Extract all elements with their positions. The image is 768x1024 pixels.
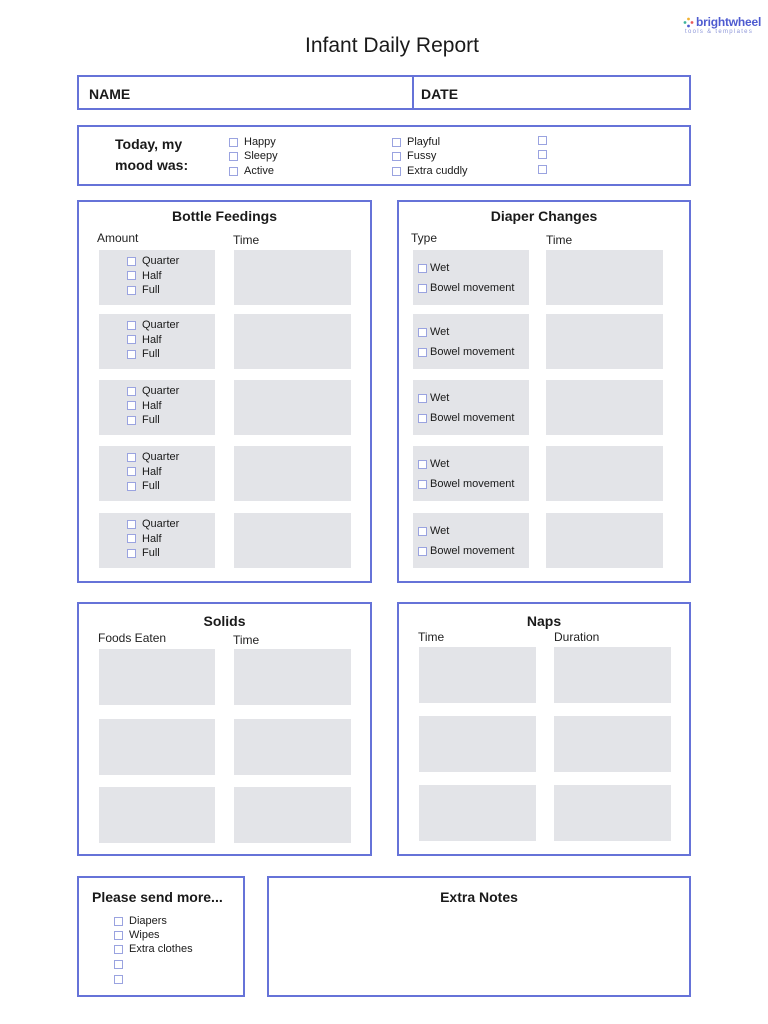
mood-option-active[interactable] <box>229 165 274 177</box>
send-more-item-extra-clothes[interactable] <box>114 943 193 955</box>
brand-name: brightwheel <box>696 15 762 29</box>
amount-option-label: Full <box>142 414 160 426</box>
checkbox[interactable] <box>418 414 427 423</box>
mood-option-label: Fussy <box>407 150 437 162</box>
checkbox[interactable] <box>392 152 401 161</box>
mood-option-sleepy[interactable] <box>229 150 278 162</box>
amount-option-label: Quarter <box>142 319 180 331</box>
nap-time-field[interactable] <box>419 716 536 772</box>
time-column-header: Time <box>233 233 260 247</box>
mood-option-label: Sleepy <box>244 150 278 162</box>
naps-panel <box>397 602 691 856</box>
time-field[interactable] <box>234 719 351 775</box>
diaper-option-label: Bowel movement <box>430 412 515 424</box>
checkbox[interactable] <box>114 945 123 954</box>
page-title: Infant Daily Report <box>305 34 479 57</box>
checkbox[interactable] <box>418 547 427 556</box>
brightwheel-logo <box>683 15 761 35</box>
diaper-option-label: Bowel movement <box>430 346 515 358</box>
nap-time-field[interactable] <box>419 647 536 703</box>
checkbox[interactable] <box>418 480 427 489</box>
time-column-header: Time <box>546 233 573 247</box>
time-column-header: Time <box>418 630 445 644</box>
diaper-type-cell <box>413 446 529 501</box>
amount-option[interactable] <box>127 533 162 545</box>
diaper-option-bowel-movement[interactable] <box>418 346 514 358</box>
amount-cell <box>99 446 215 501</box>
checkbox[interactable] <box>127 321 136 330</box>
amount-option[interactable] <box>127 255 179 267</box>
send-more-item-diapers[interactable] <box>114 915 167 927</box>
name-field[interactable] <box>79 77 414 108</box>
checkbox[interactable] <box>418 328 427 337</box>
checkbox[interactable] <box>418 264 427 273</box>
amount-option[interactable] <box>127 348 160 360</box>
checkbox[interactable] <box>114 975 123 984</box>
time-field[interactable] <box>234 787 351 843</box>
checkbox[interactable] <box>127 257 136 266</box>
checkbox[interactable] <box>538 136 547 145</box>
feeding-time-field[interactable] <box>234 314 351 369</box>
diaper-option-label: Wet <box>430 392 450 404</box>
amount-option-label: Quarter <box>142 255 180 267</box>
send-more-title: Please send more... <box>92 889 223 905</box>
diaper-changes-panel <box>397 200 691 583</box>
amount-option[interactable] <box>127 480 160 492</box>
type-column-header: Type <box>411 231 438 245</box>
checkbox[interactable] <box>127 549 136 558</box>
checkbox[interactable] <box>114 960 123 969</box>
amount-option-label: Full <box>142 284 160 296</box>
checkbox[interactable] <box>127 286 136 295</box>
send-more-item-label: Diapers <box>129 915 167 927</box>
diaper-option-bowel-movement[interactable] <box>418 478 514 490</box>
diaper-option-label: Wet <box>430 458 450 470</box>
food-field[interactable] <box>99 649 215 705</box>
send-more-item-blank-2[interactable] <box>114 975 129 984</box>
time-column-header: Time <box>233 633 260 647</box>
checkbox[interactable] <box>418 460 427 469</box>
amount-option[interactable] <box>127 319 179 331</box>
diaper-option-label: Bowel movement <box>430 545 515 557</box>
amount-option-label: Half <box>142 269 162 282</box>
checkbox[interactable] <box>127 271 136 280</box>
diaper-option-wet[interactable] <box>418 326 449 338</box>
solids-title: Solids <box>203 613 246 629</box>
diaper-type-cell <box>413 513 529 568</box>
brightwheel-flower-icon <box>683 17 694 28</box>
amount-option[interactable] <box>127 385 179 397</box>
solids-panel <box>77 602 372 856</box>
diaper-option-wet[interactable] <box>418 392 449 404</box>
mood-option-happy[interactable] <box>229 136 276 148</box>
amount-option[interactable] <box>127 466 162 478</box>
foods-eaten-column-header: Foods Eaten <box>98 631 167 645</box>
diaper-time-field[interactable] <box>546 446 663 501</box>
diaper-option-bowel-movement[interactable] <box>418 282 514 294</box>
checkbox[interactable] <box>127 520 136 529</box>
amount-option[interactable] <box>127 284 160 296</box>
amount-option-label: Half <box>142 399 162 412</box>
checkbox[interactable] <box>392 167 401 176</box>
amount-cell <box>99 513 215 568</box>
checkbox[interactable] <box>127 401 136 410</box>
name-label: NAME <box>89 86 131 102</box>
checkbox[interactable] <box>127 482 136 491</box>
diaper-time-field[interactable] <box>546 314 663 369</box>
bottle-feedings-title: Bottle Feedings <box>171 208 277 224</box>
amount-option-label: Quarter <box>142 385 180 397</box>
amount-option-label: Half <box>142 465 162 478</box>
amount-option[interactable] <box>127 270 162 282</box>
diaper-type-cell <box>413 314 529 369</box>
amount-option-label: Quarter <box>142 451 180 463</box>
diaper-option-wet[interactable] <box>418 525 449 537</box>
send-more-item-label: Extra clothes <box>129 943 193 955</box>
amount-option-label: Full <box>142 348 160 360</box>
diaper-option-label: Wet <box>430 525 450 537</box>
diaper-option-label: Wet <box>430 262 450 274</box>
amount-option[interactable] <box>127 547 160 559</box>
checkbox[interactable] <box>114 931 123 940</box>
mood-option-label: Happy <box>244 136 276 148</box>
checkbox[interactable] <box>418 394 427 403</box>
send-more-item-wipes[interactable] <box>114 929 160 941</box>
checkbox[interactable] <box>127 467 136 476</box>
checkbox[interactable] <box>418 348 427 357</box>
checkbox[interactable] <box>229 138 238 147</box>
diaper-type-cell <box>413 380 529 435</box>
name-date-panel <box>77 75 691 110</box>
extra-notes-title: Extra Notes <box>440 889 518 905</box>
brand-tagline: tools & templates <box>685 29 754 35</box>
mood-option-extra-cuddly[interactable] <box>392 165 468 177</box>
diaper-option-label: Bowel movement <box>430 282 515 294</box>
checkbox[interactable] <box>392 138 401 147</box>
mood-label-line1: Today, my <box>115 136 183 152</box>
amount-option-label: Half <box>142 333 162 346</box>
time-field[interactable] <box>234 649 351 705</box>
diaper-option-label: Wet <box>430 326 450 338</box>
checkbox[interactable] <box>229 152 238 161</box>
food-field[interactable] <box>99 719 215 775</box>
checkbox[interactable] <box>538 165 547 174</box>
mood-label-line2: mood was: <box>115 157 189 173</box>
amount-option-label: Full <box>142 480 160 492</box>
diaper-time-field[interactable] <box>546 380 663 435</box>
feeding-time-field[interactable] <box>234 380 351 435</box>
amount-option[interactable] <box>127 451 179 463</box>
diaper-option-bowel-movement[interactable] <box>418 412 514 424</box>
mood-panel <box>77 125 691 186</box>
mood-option-blank-3[interactable] <box>538 165 553 174</box>
diaper-option-wet[interactable] <box>418 262 449 274</box>
diaper-changes-title: Diaper Changes <box>490 208 598 224</box>
amount-option-label: Half <box>142 532 162 545</box>
checkbox[interactable] <box>127 387 136 396</box>
diaper-option-label: Bowel movement <box>430 478 515 490</box>
mood-option-playful[interactable] <box>392 136 440 148</box>
checkbox[interactable] <box>538 150 547 159</box>
diaper-option-wet[interactable] <box>418 458 449 470</box>
amount-option-label: Quarter <box>142 518 180 530</box>
send-more-item-label: Wipes <box>129 929 160 941</box>
amount-cell <box>99 250 215 305</box>
send-more-panel <box>77 876 245 997</box>
diaper-time-field[interactable] <box>546 513 663 568</box>
amount-column-header: Amount <box>97 231 139 245</box>
nap-duration-field[interactable] <box>554 785 671 841</box>
mood-option-blank-1[interactable] <box>538 136 553 145</box>
checkbox[interactable] <box>418 527 427 536</box>
naps-title: Naps <box>526 613 562 629</box>
amount-cell <box>99 380 215 435</box>
mood-option-blank-2[interactable] <box>538 150 553 159</box>
diaper-time-field[interactable] <box>546 250 663 305</box>
mood-option-label: Active <box>244 165 274 177</box>
checkbox[interactable] <box>127 416 136 425</box>
feeding-time-field[interactable] <box>234 446 351 501</box>
amount-cell <box>99 314 215 369</box>
amount-option[interactable] <box>127 414 160 426</box>
nap-time-field[interactable] <box>419 785 536 841</box>
date-field[interactable] <box>414 77 689 108</box>
checkbox[interactable] <box>418 284 427 293</box>
date-label: DATE <box>421 86 459 102</box>
checkbox[interactable] <box>127 350 136 359</box>
mood-option-fussy[interactable] <box>392 150 436 162</box>
extra-notes-panel[interactable] <box>267 876 691 997</box>
mood-option-label: Extra cuddly <box>407 165 468 177</box>
send-more-item-blank-1[interactable] <box>114 960 129 969</box>
diaper-option-bowel-movement[interactable] <box>418 545 514 557</box>
mood-option-label: Playful <box>407 136 441 148</box>
amount-option[interactable] <box>127 334 162 346</box>
checkbox[interactable] <box>229 167 238 176</box>
amount-option[interactable] <box>127 518 179 530</box>
nap-duration-field[interactable] <box>554 647 671 703</box>
feeding-time-field[interactable] <box>234 513 351 568</box>
checkbox[interactable] <box>127 534 136 543</box>
diaper-type-cell <box>413 250 529 305</box>
food-field[interactable] <box>99 787 215 843</box>
checkbox[interactable] <box>127 453 136 462</box>
nap-duration-field[interactable] <box>554 716 671 772</box>
amount-option[interactable] <box>127 400 162 412</box>
amount-option-label: Full <box>142 547 160 559</box>
checkbox[interactable] <box>127 335 136 344</box>
bottle-feedings-panel <box>77 200 372 583</box>
duration-column-header: Duration <box>554 630 600 644</box>
checkbox[interactable] <box>114 917 123 926</box>
feeding-time-field[interactable] <box>234 250 351 305</box>
